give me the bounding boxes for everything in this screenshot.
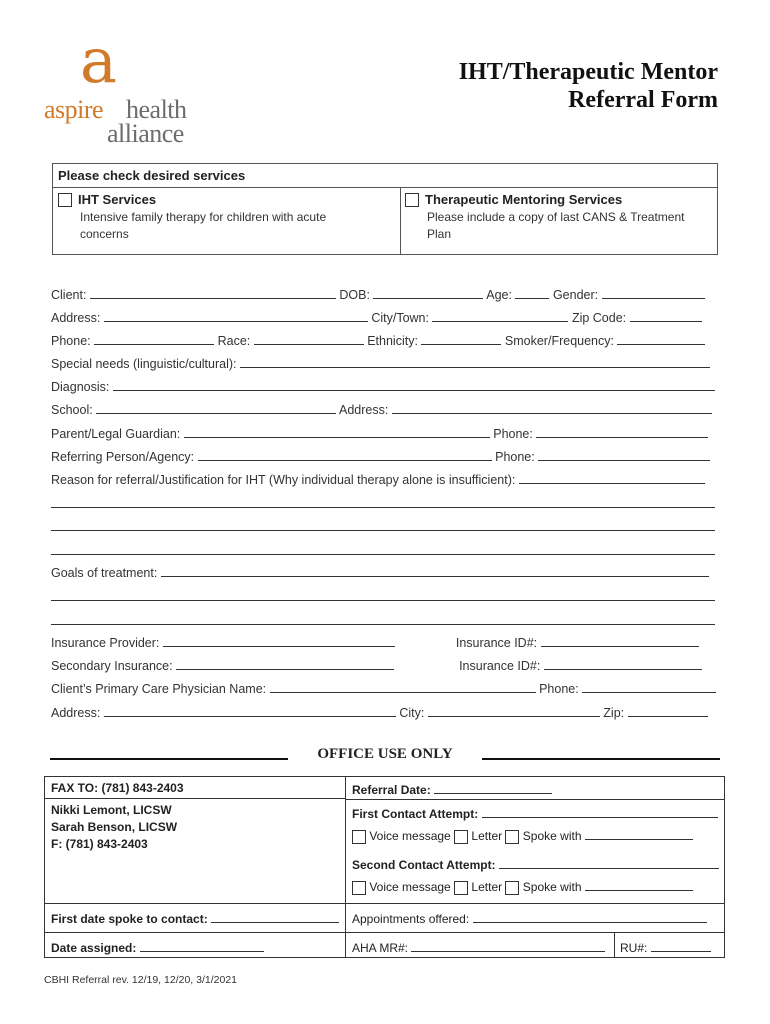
form-title-line1: IHT/Therapeutic Mentor [458,59,718,85]
secondary-insurance-row [51,657,719,674]
iht-description [80,209,388,243]
reason-row [51,471,719,488]
form-title-line2: Referral Form [568,87,718,113]
referral-date-label: Referral Date: [352,783,431,797]
client-row [51,286,719,303]
school-label: School: [51,403,93,417]
first-letter-label: Letter [471,829,503,843]
secondary-insurance-label: Secondary Insurance: [51,659,173,673]
pcp-phone-field[interactable] [582,680,716,693]
phone-label: Phone: [51,334,91,348]
second-contact-field[interactable] [499,856,719,869]
special-needs-field[interactable] [240,355,710,368]
guardian-phone-label: Phone: [493,427,533,441]
contact-nikki: Nikki Lemont, LICSW [51,803,172,817]
race-label: Race: [217,334,251,348]
second-letter-checkbox[interactable] [454,881,468,895]
second-spoke-label: Spoke with [522,880,582,894]
ethnicity-label: Ethnicity: [367,334,418,348]
special-needs-label: Special needs (linguistic/cultural): [51,357,237,371]
age-label: Age: [486,288,512,302]
first-contact-field[interactable] [482,805,718,818]
pcp-row [51,680,719,697]
first-contact-options [352,827,693,844]
pcp-zip-label: Zip: [603,706,625,720]
reason-line-3[interactable] [51,530,715,531]
second-voice-label: Voice message [369,880,451,894]
services-box [52,163,718,255]
iht-checkbox[interactable] [58,193,72,207]
race-field[interactable] [254,332,364,345]
appointments-field[interactable] [473,910,707,923]
client-field[interactable] [90,286,336,299]
secondary-insurance-field[interactable] [176,657,394,670]
form-title [459,58,718,114]
iht-desc-line2: concerns [80,227,129,242]
services-divider [400,188,401,255]
dob-label: DOB: [339,288,370,302]
second-spoke-checkbox[interactable] [505,881,519,895]
date-assigned-row [51,939,264,955]
school-field[interactable] [96,401,336,414]
aha-mr-row [352,939,605,955]
pcp-city-label: City: [399,706,425,720]
guardian-row [51,425,719,442]
first-voice-label: Voice message [369,829,451,843]
goals-row [51,564,719,581]
guardian-phone-field[interactable] [536,425,708,438]
gender-label: Gender: [552,288,599,302]
office-table-row-line [45,903,725,904]
aha-mr-label: AHA MR#: [352,941,409,955]
contact-fax: F: (781) 843-2403 [51,837,148,851]
special-needs-row [51,355,719,372]
second-contact-options [352,878,693,895]
logo-mark: a [80,24,117,97]
first-contact-row [352,805,718,821]
iht-service-option [58,192,388,243]
insurance-id-label: Insurance ID#: [455,636,538,650]
goals-label: Goals of treatment: [51,566,158,580]
contact-sarah: Sarah Benson, LICSW [51,820,178,834]
office-table-row-line [45,798,345,799]
ru-label: RU#: [620,941,648,955]
pcp-address-field[interactable] [104,704,396,717]
referral-date-row [352,781,552,797]
second-contact-label: Second Contact Attempt: [352,858,496,872]
first-spoke-checkbox[interactable] [505,830,519,844]
diagnosis-field[interactable] [113,378,715,391]
logo-word-health: health [126,95,187,124]
age-field[interactable] [515,286,549,299]
diagnosis-label: Diagnosis: [51,380,110,394]
logo-word-aspire: aspire [44,95,104,124]
gender-field[interactable] [602,286,705,299]
office-rule-left [50,758,288,760]
smoker-field[interactable] [617,332,705,345]
referring-label: Referring Person/Agency: [51,450,195,464]
reason-line-2[interactable] [51,507,715,508]
tm-desc-line1: Please include a copy of last CANS & Treatment [427,210,685,225]
insurance-provider-label: Insurance Provider: [51,636,160,650]
guardian-field[interactable] [184,425,490,438]
aha-mr-field[interactable] [411,939,605,952]
address-label: Address: [51,311,101,325]
office-use-heading: OFFICE USE ONLY [317,746,453,762]
logo-word-alliance: alliance [107,119,184,148]
reason-line-4[interactable] [51,554,715,555]
reason-label: Reason for referral/Justification for IHT (Why individual therapy alone is insufficient): [51,473,516,487]
secondary-insurance-id-label: Insurance ID#: [459,659,541,673]
school-row [51,401,719,418]
tm-title: Therapeutic Mentoring Services [425,192,623,208]
guardian-label: Parent/Legal Guardian: [51,427,181,441]
dob-field[interactable] [373,286,483,299]
office-table-col-divider [345,777,346,958]
tm-checkbox[interactable] [405,193,419,207]
appointments-label: Appointments offered: [352,912,470,926]
referring-field[interactable] [198,448,492,461]
insurance-provider-field[interactable] [163,634,395,647]
first-letter-checkbox[interactable] [454,830,468,844]
second-voice-checkbox[interactable] [352,881,366,895]
referring-phone-label: Phone: [495,450,535,464]
school-address-label: Address: [338,403,389,417]
city-town-label: City/Town: [371,311,429,325]
pcp-address-row [51,704,719,721]
smoker-label: Smoker/Frequency: [504,334,614,348]
second-spoke-field[interactable] [585,878,693,891]
ru-field[interactable] [651,939,711,952]
ethnicity-field[interactable] [421,332,501,345]
second-letter-label: Letter [471,880,503,894]
phone-field[interactable] [94,332,214,345]
pcp-address-label: Address: [51,706,101,720]
reason-field[interactable] [519,471,705,484]
school-address-field[interactable] [392,401,712,414]
second-contact-row [352,856,719,872]
address-row [51,309,719,326]
referring-row [51,448,719,465]
insurance-row [51,634,719,651]
insurance-id-field[interactable] [541,634,699,647]
footer-revision: CBHI Referral rev. 12/19, 12/20, 3/1/2021 [44,974,237,986]
first-spoke-label: Spoke with [522,829,582,843]
fax-to: FAX TO: (781) 843-2403 [51,781,184,795]
zip-code-label: Zip Code: [571,311,627,325]
tm-service-option [405,192,710,243]
first-date-field[interactable] [211,910,339,923]
first-date-label: First date spoke to contact: [51,912,208,926]
city-town-field[interactable] [432,309,568,322]
address-field[interactable] [104,309,368,322]
office-table-row-line [345,799,725,800]
iht-desc-line1: Intensive family therapy for children with acute [80,210,327,225]
office-use-table [44,776,725,958]
first-date-row [51,910,339,926]
goals-field[interactable] [161,564,709,577]
phone-row [51,332,719,349]
services-heading: Please check desired services [53,164,717,188]
pcp-phone-label: Phone: [539,682,579,696]
date-assigned-field[interactable] [140,939,264,952]
appointments-row [352,910,707,926]
iht-title: IHT Services [78,192,157,208]
tm-description [427,209,710,243]
ru-row [620,939,711,955]
referral-date-field[interactable] [434,781,552,794]
pcp-zip-field[interactable] [628,704,708,717]
first-spoke-field[interactable] [585,827,693,840]
office-rule-right [482,758,720,760]
zip-code-field[interactable] [630,309,702,322]
goals-line-2[interactable] [51,600,715,601]
date-assigned-label: Date assigned: [51,941,137,955]
tm-desc-line2: Plan [427,227,452,242]
diagnosis-row [51,378,719,395]
pcp-name-label: Client’s Primary Care Physician Name: [51,682,267,696]
secondary-insurance-id-field[interactable] [544,657,702,670]
office-table-ru-divider [614,932,615,958]
pcp-city-field[interactable] [428,704,600,717]
referring-phone-field[interactable] [538,448,710,461]
client-label: Client: [51,288,87,302]
first-contact-label: First Contact Attempt: [352,807,479,821]
goals-line-3[interactable] [51,624,715,625]
pcp-name-field[interactable] [270,680,536,693]
first-voice-checkbox[interactable] [352,830,366,844]
office-table-row-line [45,932,725,933]
